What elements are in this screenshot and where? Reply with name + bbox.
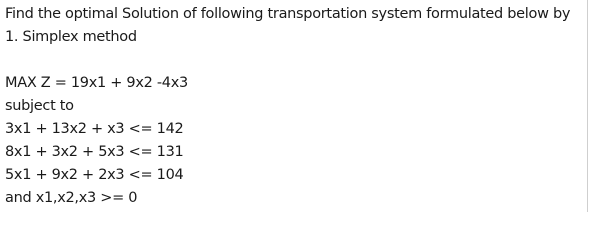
constraint-2: 8x1 + 3x2 + 5x3 <= 131 bbox=[5, 144, 184, 160]
question-line-2: 1. Simplex method bbox=[5, 29, 137, 45]
question-text bbox=[5, 3, 583, 210]
question-line-1: Find the optimal Solution of following transportation system formulated below by bbox=[5, 6, 571, 22]
subject-to-label: subject to bbox=[5, 98, 74, 114]
nonnegativity-constraint: and x1,x2,x3 >= 0 bbox=[5, 190, 138, 206]
constraint-1: 3x1 + 13x2 + x3 <= 142 bbox=[5, 121, 184, 137]
constraint-3: 5x1 + 9x2 + 2x3 <= 104 bbox=[5, 167, 184, 183]
blank-line bbox=[5, 49, 583, 72]
objective-function: MAX Z = 19x1 + 9x2 -4x3 bbox=[5, 75, 188, 91]
